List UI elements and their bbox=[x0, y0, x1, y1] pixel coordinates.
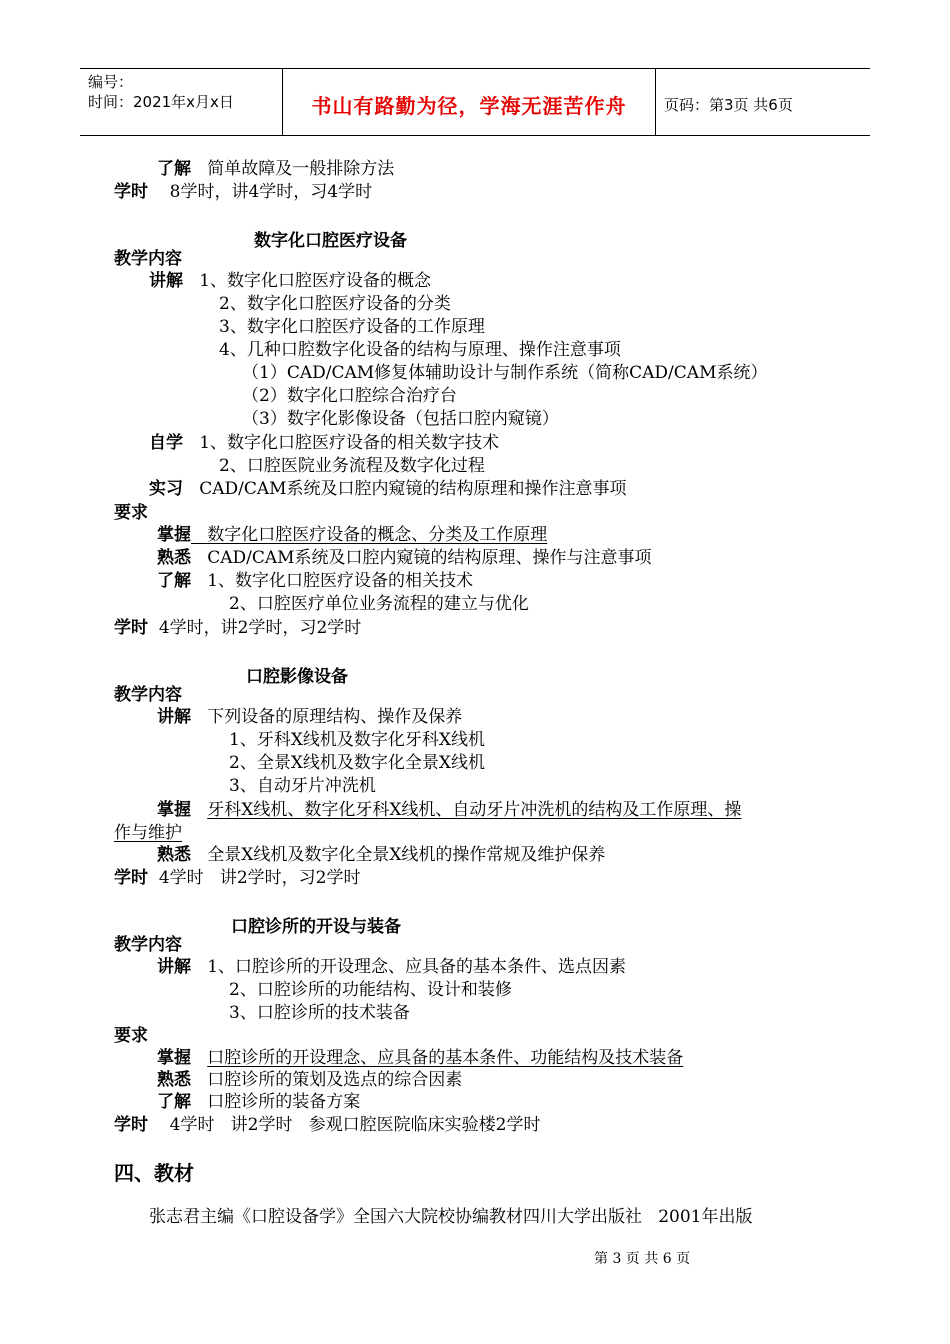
s1-master-text-wrap bbox=[191, 525, 547, 545]
s3-know-text: 口腔诊所的装备方案 bbox=[207, 1092, 361, 1112]
part-four-heading: 四、教材 bbox=[114, 1161, 194, 1185]
s3-know-label: 了解 bbox=[157, 1092, 191, 1112]
s3-lecture-item-1: 1、口腔诊所的开设理念、应具备的基本条件、选点因素 bbox=[207, 957, 627, 977]
s1-master-text: 数字化口腔医疗设备的概念、分类及工作原理 bbox=[207, 525, 548, 545]
s1-familiar-text: CAD/CAM系统及口腔内窥镜的结构原理、操作与注意事项 bbox=[207, 548, 652, 568]
s2-lecture-item-3: 3、自动牙片冲洗机 bbox=[229, 776, 376, 796]
s3-lecture-item-2: 2、口腔诊所的功能结构、设计和装修 bbox=[229, 980, 512, 1000]
line-hours bbox=[114, 181, 372, 203]
s1-familiar-label: 熟悉 bbox=[157, 548, 191, 568]
section-title-clinic: 口腔诊所的开设与装备 bbox=[231, 917, 401, 937]
know-text: 简单故障及一般排除方法 bbox=[207, 159, 395, 179]
s3-lecture-line-1 bbox=[157, 956, 626, 978]
s2-content-heading: 教学内容 bbox=[114, 685, 182, 705]
s2-master-text-2: 作与维护 bbox=[114, 823, 182, 843]
s2-master-text-1: 牙科X线机、数字化牙科X线机、自动牙片冲洗机的结构及工作原理、操 bbox=[207, 800, 742, 820]
s1-lecture-item-3: 3、数字化口腔医疗设备的工作原理 bbox=[219, 317, 485, 337]
s3-lecture-item-3: 3、口腔诊所的技术装备 bbox=[229, 1003, 410, 1023]
s2-hours-text: 4学时 讲2学时，习2学时 bbox=[158, 868, 361, 888]
s1-lecture-line-1 bbox=[149, 270, 431, 292]
s1-practice-text: CAD/CAM系统及口腔内窥镜的结构原理和操作注意事项 bbox=[199, 479, 627, 499]
s1-know-item-2: 2、口腔医疗单位业务流程的建立与优化 bbox=[229, 594, 529, 614]
s3-hours-label: 学时 bbox=[114, 1115, 148, 1135]
s1-practice-line bbox=[149, 478, 627, 500]
s2-lecture-label: 讲解 bbox=[157, 707, 191, 727]
document-date: 时间：2021年x月x日 bbox=[88, 93, 234, 111]
s3-requirements-heading: 要求 bbox=[114, 1026, 148, 1046]
s3-master-line bbox=[157, 1047, 683, 1069]
s1-lecture-item-2: 2、数字化口腔医疗设备的分类 bbox=[219, 294, 451, 314]
s3-hours-line bbox=[114, 1114, 541, 1136]
s1-hours-line bbox=[114, 617, 361, 639]
s3-familiar-text: 口腔诊所的策划及选点的综合因素 bbox=[207, 1070, 463, 1090]
header-top-rule bbox=[80, 68, 870, 69]
s2-lecture-line-0 bbox=[157, 706, 462, 728]
s2-hours-label: 学时 bbox=[114, 868, 148, 888]
header-page-number: 页码：第3页 共6页 bbox=[664, 96, 793, 114]
s2-familiar-line bbox=[157, 844, 605, 866]
textbook-reference: 张志君主编《口腔设备学》全国六大院校协编教材四川大学出版社 2001年出版 bbox=[149, 1207, 753, 1227]
s1-lecture-item-4c: （3）数字化影像设备（包括口腔内窥镜） bbox=[242, 409, 559, 429]
s1-master-label: 掌握 bbox=[157, 525, 191, 545]
s1-lecture-item-4a: （1）CAD/CAM修复体辅助设计与制作系统（简称CAD/CAM系统） bbox=[242, 363, 768, 383]
s1-know-item-1: 1、数字化口腔医疗设备的相关技术 bbox=[207, 571, 474, 591]
s2-familiar-text: 全景X线机及数字化全景X线机的操作常规及维护保养 bbox=[207, 845, 606, 865]
s1-master-line bbox=[157, 524, 547, 546]
s1-hours-label: 学时 bbox=[114, 618, 148, 638]
s1-lecture-item-4b: （2）数字化口腔综合治疗台 bbox=[242, 386, 457, 406]
label-know: 了解 bbox=[157, 159, 191, 179]
s2-master-line bbox=[157, 799, 741, 821]
s1-familiar-line bbox=[157, 547, 652, 569]
s3-master-text: 口腔诊所的开设理念、应具备的基本条件、功能结构及技术装备 bbox=[207, 1048, 684, 1068]
s1-content-heading: 教学内容 bbox=[114, 249, 182, 269]
s3-familiar-label: 熟悉 bbox=[157, 1070, 191, 1090]
s2-lecture-item-2: 2、全景X线机及数字化全景X线机 bbox=[229, 753, 486, 773]
s3-master-label: 掌握 bbox=[157, 1048, 191, 1068]
s3-hours-text: 4学时 讲2学时 参观口腔医院临床实验楼2学时 bbox=[169, 1115, 541, 1135]
s1-self-item-1: 1、数字化口腔医疗设备的相关数字技术 bbox=[199, 433, 500, 453]
s3-lecture-label: 讲解 bbox=[157, 957, 191, 977]
document-code: 编号： bbox=[88, 73, 134, 91]
s1-self-item-2: 2、口腔医院业务流程及数字化过程 bbox=[219, 456, 485, 476]
s1-lecture-item-4: 4、几种口腔数字化设备的结构与原理、操作注意事项 bbox=[219, 340, 621, 360]
s1-know-line bbox=[157, 570, 473, 592]
s3-familiar-line bbox=[157, 1069, 462, 1091]
s3-content-heading: 教学内容 bbox=[114, 935, 182, 955]
s1-hours-text: 4学时，讲2学时，习2学时 bbox=[158, 618, 362, 638]
header-motto: 书山有路勤为径，学海无涯苦作舟 bbox=[311, 94, 627, 118]
s2-master-label: 掌握 bbox=[157, 800, 191, 820]
s1-lecture-label: 讲解 bbox=[149, 271, 183, 291]
s1-practice-label: 实习 bbox=[149, 479, 183, 499]
s1-requirements-heading: 要求 bbox=[114, 503, 148, 523]
header-meta bbox=[88, 72, 234, 112]
s1-self-line-1 bbox=[149, 432, 499, 454]
section-title-digital: 数字化口腔医疗设备 bbox=[254, 231, 407, 251]
header-divider-right bbox=[655, 68, 656, 136]
s2-familiar-label: 熟悉 bbox=[157, 845, 191, 865]
s2-lecture-item-1: 1、牙科X线机及数字化牙科X线机 bbox=[229, 730, 486, 750]
s3-know-line bbox=[157, 1091, 360, 1113]
s2-lecture-intro: 下列设备的原理结构、操作及保养 bbox=[207, 707, 463, 727]
section-title-imaging: 口腔影像设备 bbox=[246, 667, 348, 687]
label-hours: 学时 bbox=[114, 182, 148, 202]
s1-know-label: 了解 bbox=[157, 571, 191, 591]
footer-page-number: 第 3 页 共 6 页 bbox=[594, 1251, 691, 1267]
s1-self-label: 自学 bbox=[149, 433, 183, 453]
s1-lecture-item-1: 1、数字化口腔医疗设备的概念 bbox=[199, 271, 432, 291]
hours-text: 8学时，讲4学时，习4学时 bbox=[169, 182, 373, 202]
line-know bbox=[157, 158, 394, 180]
s2-hours-line bbox=[114, 867, 360, 889]
header-bottom-rule bbox=[80, 135, 870, 136]
